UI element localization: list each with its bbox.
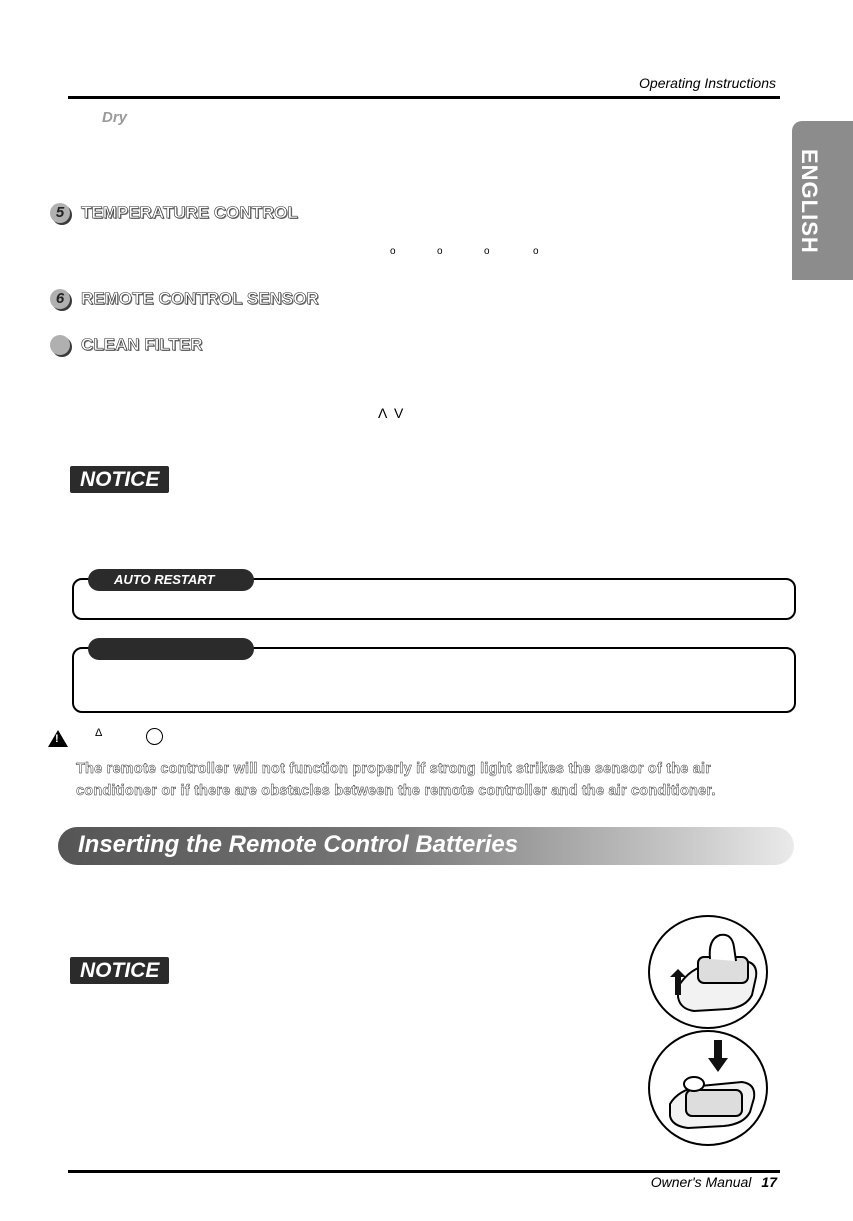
auto-restart-label: AUTO RESTART [88,569,254,591]
degree-mark: o [533,246,539,257]
section-title-clean-filter: CLEAN FILTER [81,335,203,354]
battery-cover-illustration [648,915,768,1029]
notice-label-2: NOTICE [70,957,169,984]
down-arrow-icon: V [394,405,404,421]
language-tab [792,121,853,280]
degree-mark: o [484,246,490,257]
header-rule [68,96,780,99]
section-number-badge: 6 [50,289,70,309]
warning-text: The remote controller will not function properly if strong light strikes the sensor of the air conditioner or if there are obstacles between the remote controller and the air conditioner. [76,761,716,799]
degree-mark: o [437,246,443,257]
footer-manual: Owner's Manual [650,1174,752,1190]
section-title-sensor: REMOTE CONTROL SENSOR [81,289,319,308]
up-arrow-icon: Λ [378,405,388,421]
circle-icon [146,728,163,745]
degree-mark: o [390,246,396,257]
section-number-badge: 5 [50,203,70,223]
footer [651,1174,777,1190]
page-number: 17 [761,1174,777,1190]
dry-label: Dry [102,109,128,126]
notice-label: NOTICE [70,466,169,493]
exclamation-icon: ! [55,733,59,745]
info-box-label [88,638,254,660]
banner-title: Inserting the Remote Control Batteries [78,831,519,858]
language-tab-label: ENGLISH [797,149,822,254]
battery-insert-illustration [648,1030,768,1146]
section-number-badge [50,335,70,355]
delta-glyph: Δ [95,727,103,739]
header-title: Operating Instructions [639,75,776,91]
footer-rule [68,1170,780,1173]
section-banner [58,827,794,865]
section-title-temperature: TEMPERATURE CONTROL [81,203,298,222]
